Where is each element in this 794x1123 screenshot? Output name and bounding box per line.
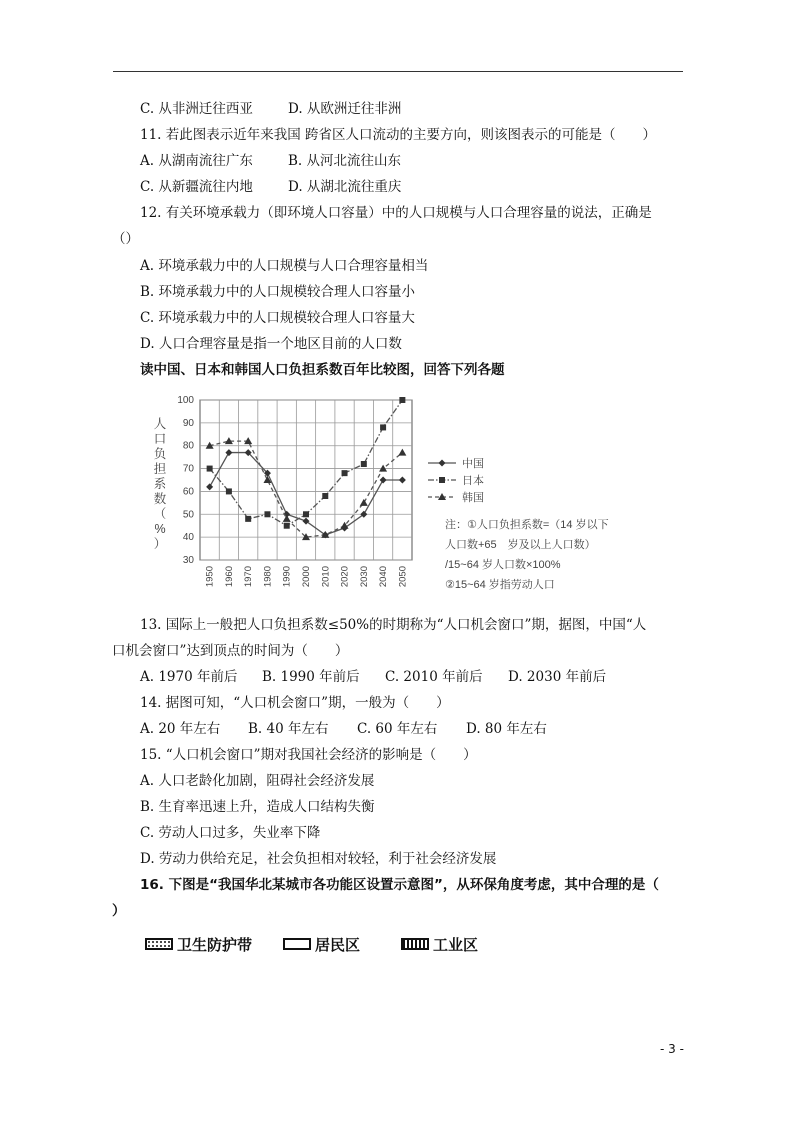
- q11-option-b: B. 从河北流往山东: [288, 153, 402, 169]
- chart-legend: [428, 456, 484, 504]
- square-marker: [342, 470, 348, 476]
- q12-option-c: C. 环境承载力中的人口规模较合理人口容量大: [140, 310, 415, 326]
- legend-entry: [428, 456, 484, 470]
- square-marker: [226, 488, 232, 494]
- y-label-char: 数: [153, 492, 167, 506]
- x-tick-label: 1980: [262, 566, 274, 588]
- square-marker: [399, 397, 405, 403]
- y-tick-label: 100: [177, 395, 194, 406]
- y-tick-label: 80: [182, 440, 194, 452]
- x-tick-label: 1960: [223, 566, 235, 588]
- x-tick-label: 1970: [243, 566, 255, 588]
- q14-option-a: A. 20 年左右: [140, 721, 221, 737]
- note-line: 注：①人口负担系数=（14 岁以下: [445, 519, 609, 531]
- q10-option-c: C. 从非洲迁往西亚: [140, 101, 253, 117]
- y-tick-label: 50: [182, 509, 194, 521]
- legend-label: 日本: [462, 475, 484, 487]
- q13-option-c: C. 2010 年前后: [385, 669, 483, 685]
- y-label-char: （: [153, 507, 167, 521]
- x-tick-label: 1990: [281, 566, 293, 588]
- square-marker: [245, 516, 251, 522]
- x-tick-label: 2000: [301, 566, 312, 588]
- q12-option-d: D. 人口合理容量是指一个地区目前的人口数: [140, 336, 402, 352]
- dependency-ratio-chart: [140, 390, 660, 605]
- y-tick-label: 70: [182, 463, 194, 475]
- y-tick-label: 40: [182, 532, 194, 544]
- q15-option-a: A. 人口老龄化加剧，阻碍社会经济发展: [140, 773, 375, 789]
- q10-option-d: D. 从欧洲迁往非洲: [288, 101, 402, 117]
- diamond-marker: [225, 449, 232, 456]
- legend-entry: [428, 490, 484, 504]
- q15-option-c: C. 劳动人口过多，失业率下降: [140, 825, 321, 841]
- q11-option-d: D. 从湖北流往重庆: [288, 179, 402, 195]
- note-line: ②15~64 岁指劳动人口: [445, 579, 555, 591]
- q14-option-b: B. 40 年左右: [248, 721, 329, 737]
- legend-residential: [283, 934, 360, 954]
- q11-stem: 11. 若此图表示近年来我国 跨省区人口流动的主要方向，则该图表示的可能是（ ）: [140, 127, 657, 143]
- x-tick-label: 2010: [320, 566, 332, 588]
- q15-option-b: B. 生育率迅速上升，造成人口结构失衡: [140, 799, 375, 815]
- q13-option-d: D. 2030 年前后: [508, 669, 607, 685]
- diamond-marker: [439, 460, 446, 467]
- square-marker: [361, 461, 367, 467]
- q11-option-a: A. 从湖南流往广东: [140, 153, 253, 169]
- square-marker: [439, 477, 445, 483]
- square-marker: [380, 424, 386, 430]
- x-tick-label: 2020: [339, 566, 351, 588]
- q13-option-a: A. 1970 年前后: [140, 669, 238, 685]
- q13-stem: 13. 国际上一般把人口负担系数≤50%的时期称为“人口机会窗口”期，据图，中国“人: [140, 617, 647, 633]
- y-label-char: 担: [153, 462, 167, 476]
- square-marker: [284, 523, 290, 529]
- q12-stem: 12. 有关环境承载力（即环境人口容量）中的人口规模与人口合理容量的说法，正确是: [140, 205, 652, 221]
- y-label-char: 口: [153, 432, 167, 446]
- x-tick-label: 2030: [358, 566, 370, 588]
- empty-swatch-icon: [283, 938, 311, 950]
- y-tick-label: 30: [182, 555, 194, 566]
- diamond-marker: [380, 477, 387, 484]
- chart-notes: [445, 517, 609, 591]
- square-marker: [322, 493, 328, 499]
- q12-option-b: B. 环境承载力中的人口规模较合理人口容量小: [140, 284, 416, 300]
- x-tick-label: 1950: [204, 566, 216, 588]
- header-rule: [113, 71, 683, 72]
- legend-sanitary-belt: [145, 934, 252, 954]
- q14-stem: 14. 据图可知，“人口机会窗口”期，一般为（ ）: [140, 695, 450, 711]
- q12-option-a: A. 环境承载力中的人口规模与人口合理容量相当: [140, 258, 429, 274]
- q15-stem: 15. “人口机会窗口”期对我国社会经济的影响是（ ）: [140, 747, 477, 763]
- q12-stem-cont: （）: [112, 231, 139, 247]
- legend-label: 中国: [462, 458, 484, 470]
- y-label-char: 系: [153, 477, 167, 491]
- y-label-char: 负: [153, 447, 167, 461]
- q14-option-c: C. 60 年左右: [357, 721, 438, 737]
- legend-industrial-label: 工业区: [433, 935, 479, 954]
- square-marker: [207, 466, 213, 472]
- q13-stem-cont: 口机会窗口”达到顶点的时间为（ ）: [112, 643, 349, 659]
- q16-stem-cont: ）: [112, 903, 126, 919]
- x-tick-label: 2040: [378, 566, 390, 588]
- q14-option-d: D. 80 年左右: [466, 721, 547, 737]
- legend-entry: [428, 473, 484, 487]
- q11-option-c: C. 从新疆流往内地: [140, 179, 253, 195]
- series-square: [207, 397, 406, 529]
- y-axis-label: [154, 417, 167, 551]
- diamond-marker: [206, 483, 213, 490]
- y-tick-label: 90: [182, 417, 194, 429]
- q15-option-d: D. 劳动力供给充足，社会负担相对较轻，利于社会经济发展: [140, 851, 497, 867]
- q16-stem: 16. 下图是“我国华北某城市各功能区设置示意图”，从环保角度考虑，其中合理的是（: [140, 877, 659, 893]
- triangle-marker: [398, 449, 406, 456]
- y-axis: [177, 395, 194, 566]
- dotted-swatch-icon: [145, 938, 173, 950]
- section-heading: 读中国、日本和韩国人口负担系数百年比较图，回答下列各题: [140, 362, 505, 378]
- y-label-char: 人: [153, 417, 167, 431]
- x-tick-label: 2050: [397, 566, 409, 588]
- legend-industrial: [401, 934, 478, 954]
- triangle-marker: [360, 499, 368, 506]
- square-marker: [303, 511, 309, 517]
- legend-residential-label: 居民区: [315, 935, 361, 954]
- square-marker: [264, 511, 270, 517]
- note-line: 人口数+65 岁及以上人口数）: [445, 539, 596, 551]
- legend-label: 韩国: [462, 492, 484, 504]
- y-label-char: %: [154, 522, 166, 536]
- series-diamond: [206, 449, 406, 538]
- page-number: - 3 -: [660, 1042, 684, 1056]
- y-tick-label: 60: [182, 486, 194, 498]
- note-line: /15~64 岁人口数×100%: [445, 559, 561, 571]
- diamond-marker: [399, 477, 406, 484]
- legend-sanitary-belt-label: 卫生防护带: [177, 935, 253, 954]
- striped-swatch-icon: [401, 938, 429, 950]
- q13-option-b: B. 1990 年前后: [262, 669, 360, 685]
- y-label-char: ）: [153, 537, 167, 551]
- x-axis: [205, 566, 409, 587]
